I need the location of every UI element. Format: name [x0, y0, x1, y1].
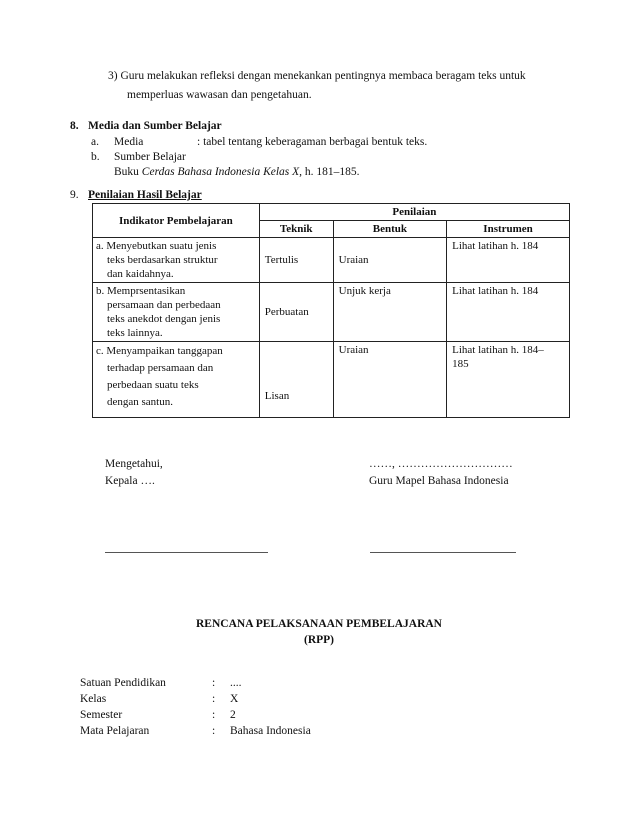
form-cell: Uraian: [333, 342, 447, 418]
reflection-line-2: memperluas wawasan dan pengetahuan.: [127, 89, 312, 101]
table-row: [93, 342, 570, 418]
section-9-number: 9.: [70, 189, 79, 201]
identity-label: Semester: [80, 709, 123, 721]
indicator-line: dengan santun.: [107, 396, 173, 408]
assessment-table: [92, 203, 570, 418]
instrument-cell: [447, 342, 570, 418]
table-row: [93, 238, 570, 283]
identity-value: Bahasa Indonesia: [230, 725, 311, 737]
indicator-line: teks berdasarkan struktur: [107, 254, 218, 266]
indicator-cell: [93, 342, 260, 418]
signature-left-blank-line: [105, 552, 268, 553]
signature-right-line-2: Guru Mapel Bahasa Indonesia: [369, 475, 509, 487]
section-8-book-line: [114, 166, 360, 178]
section-8-item-b-label: Sumber Belajar: [114, 151, 186, 163]
indicator-line: b. Memprsentasikan: [96, 285, 186, 297]
signature-right-blank-line: [370, 552, 516, 553]
header-indicator: Indikator Pembelajaran: [93, 204, 260, 238]
header-instrument: Instrumen: [447, 221, 570, 238]
signature-left-line-2: Kepala ….: [105, 475, 155, 487]
identity-colon: :: [212, 693, 216, 705]
section-8-item-a-value: : tabel tentang keberagaman berbagai bentuk teks.: [197, 136, 428, 148]
indicator-line: terhadap persamaan dan: [107, 362, 214, 374]
indicator-line: teks lainnya.: [107, 327, 163, 339]
technique-cell: Perbuatan: [259, 283, 333, 342]
section-8-item-a-label: Media: [114, 136, 144, 148]
indicator-cell: [93, 283, 260, 342]
indicator-cell: [93, 238, 260, 283]
indicator-line: dan kaidahnya.: [107, 268, 174, 280]
identity-label: Satuan Pendidikan: [80, 677, 166, 689]
header-assessment-group: Penilaian: [259, 204, 569, 221]
book-title: Cerdas Bahasa Indonesia Kelas X,: [141, 166, 303, 178]
section-8-item-b-letter: b.: [91, 151, 100, 163]
table-header-row: [93, 204, 570, 221]
technique-cell: Tertulis: [259, 238, 333, 283]
section-8-number: 8.: [70, 120, 79, 132]
instrument-line: 185: [452, 358, 469, 370]
table-row: [93, 283, 570, 342]
rpp-title: RENCANA PELAKSANAAN PEMBELAJARAN: [196, 618, 442, 630]
identity-label: Kelas: [80, 693, 107, 705]
indicator-line: persamaan dan perbedaan: [107, 299, 221, 311]
rpp-subtitle: (RPP): [303, 634, 334, 646]
book-pages: h. 181–185.: [302, 166, 360, 178]
indicator-line: c. Menyampaikan tanggapan: [96, 345, 223, 357]
identity-label: Mata Pelajaran: [80, 725, 150, 737]
technique-cell: Lisan: [259, 342, 333, 418]
section-9-title: Penilaian Hasil Belajar: [88, 189, 202, 201]
signature-left-line-1: Mengetahui,: [105, 458, 163, 470]
instrument-cell: Lihat latihan h. 184: [447, 238, 570, 283]
book-prefix: Buku: [114, 166, 142, 178]
indicator-line: teks anekdot dengan jenis: [107, 313, 221, 325]
reflection-line-1: 3) Guru melakukan refleksi dengan menekankan pentingnya membaca beragam teks untuk: [108, 70, 526, 82]
instrument-cell: Lihat latihan h. 184: [447, 283, 570, 342]
identity-value: X: [230, 693, 239, 705]
identity-colon: :: [212, 677, 216, 689]
identity-colon: :: [212, 725, 216, 737]
form-cell: Unjuk kerja: [333, 283, 447, 342]
indicator-line: a. Menyebutkan suatu jenis: [96, 240, 217, 252]
signature-right-line-1: ……, …………………………: [369, 458, 513, 470]
identity-value: ....: [230, 677, 242, 689]
section-8-item-a-letter: a.: [91, 136, 99, 148]
identity-value: 2: [230, 709, 236, 721]
instrument-line: Lihat latihan h. 184–: [452, 344, 544, 356]
section-8-title: Media dan Sumber Belajar: [88, 120, 222, 132]
identity-colon: :: [212, 709, 216, 721]
header-form: Bentuk: [333, 221, 447, 238]
indicator-line: perbedaan suatu teks: [107, 379, 199, 391]
header-technique: Teknik: [259, 221, 333, 238]
form-cell: Uraian: [333, 238, 447, 283]
